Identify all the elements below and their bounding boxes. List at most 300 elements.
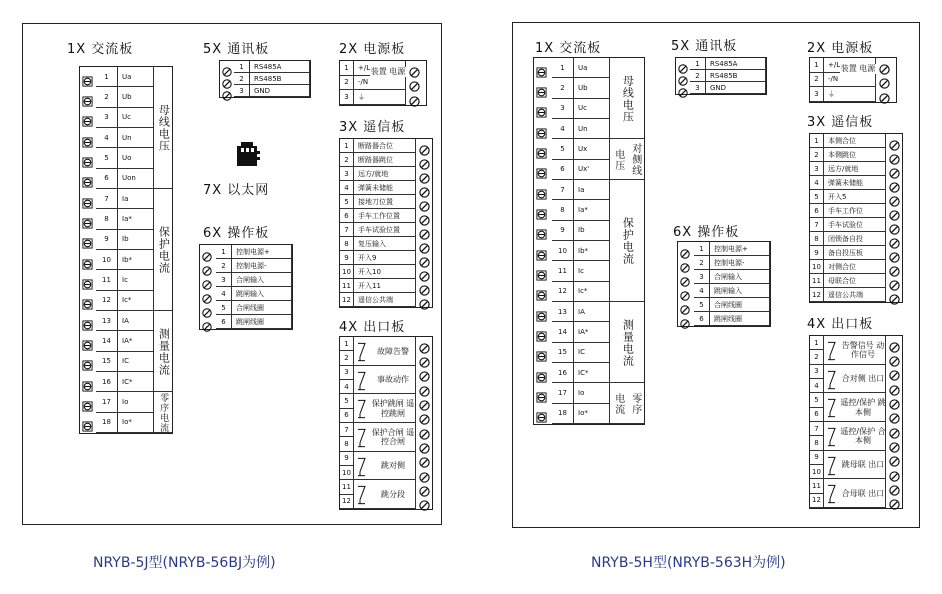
terminal-row — [810, 204, 902, 218]
relay-contact-cell — [824, 479, 886, 508]
terminal-number: 9 — [340, 251, 354, 265]
terminal-number: 7 — [810, 422, 824, 436]
terminal-label: 弹簧未储能 — [824, 176, 886, 190]
terminal-row — [676, 58, 766, 70]
power-label: 装置 电源 — [840, 64, 876, 73]
terminal-number: 6 — [340, 209, 354, 223]
terminal-number: 6 — [810, 408, 824, 422]
terminal-label: GND — [250, 85, 310, 97]
terminal-number: 11 — [810, 274, 824, 288]
terminal-number: 1 — [810, 58, 824, 73]
do-terminal-table — [339, 336, 433, 510]
group-label: 保护电流 — [621, 217, 635, 265]
terminal-screw-icon — [680, 314, 690, 333]
terminal-label: 遥信公共端 — [354, 293, 416, 307]
comm-board-title: 5X 通讯板 — [671, 39, 738, 54]
terminal-screw-icon — [536, 408, 547, 427]
terminal-label: ⏚ — [824, 87, 876, 102]
terminal-number: 7 — [340, 223, 354, 237]
terminal-number: 3 — [690, 82, 706, 94]
terminal-label: Ib — [118, 230, 154, 250]
relay-contact-icon — [826, 394, 840, 421]
terminal-number: 9 — [552, 221, 574, 241]
terminal-label: Ib* — [118, 250, 154, 270]
relay-contact-icon — [356, 395, 370, 422]
group-label: 零序 — [629, 392, 641, 415]
op-board-title: 6X 操作板 — [673, 225, 740, 240]
group-label: 母线电压 — [621, 74, 635, 123]
group-label: 保护电流 — [157, 226, 171, 274]
group-label: 测量电流 — [157, 327, 171, 376]
terminal-row — [810, 274, 902, 288]
terminal-label: IA* — [574, 322, 610, 342]
terminal-number: 12 — [96, 291, 118, 311]
relay-contact-cell — [824, 393, 886, 422]
terminal-number: 2 — [340, 153, 354, 167]
group-label: 对侧线 — [629, 143, 641, 177]
output-label: 保护跳闸 遥控跳闸 — [371, 399, 415, 418]
ac-board-title: 1X 交流板 — [67, 42, 134, 57]
terminal-label: 跳闸线圈 — [710, 312, 770, 326]
terminal-row — [220, 73, 310, 85]
terminal-number: 5 — [216, 301, 232, 315]
comm-terminal-table — [219, 60, 311, 98]
power-label: 装置 电源 — [370, 67, 406, 76]
terminal-label: IA — [574, 302, 610, 322]
left-panel — [22, 23, 442, 525]
right-caption: NRYB-5H型(NRYB-563H为例) — [591, 555, 786, 571]
terminal-number: 4 — [810, 176, 824, 190]
terminal-label: +/L — [354, 61, 406, 76]
terminal-number: 8 — [810, 232, 824, 246]
terminal-number: 5 — [96, 148, 118, 168]
terminal-number: 8 — [810, 436, 824, 450]
terminal-label: Ux' — [574, 160, 610, 180]
terminal-number: 9 — [96, 230, 118, 250]
terminal-label: 手车工作位 — [824, 204, 886, 218]
terminal-label: Io* — [574, 404, 610, 424]
terminal-number: 8 — [340, 437, 354, 451]
terminal-number: 4 — [340, 181, 354, 195]
terminal-screw-icon — [889, 495, 900, 514]
terminal-number: 5 — [340, 195, 354, 209]
terminal-row — [340, 139, 432, 153]
terminal-row — [200, 245, 292, 259]
output-label: 合对侧 出口 — [841, 374, 885, 384]
right-panel — [512, 22, 920, 528]
terminal-number: 5 — [810, 190, 824, 204]
terminal-number: 7 — [96, 189, 118, 209]
di-terminal-table — [809, 133, 903, 303]
terminal-row — [678, 298, 770, 312]
relay-contact-cell — [354, 337, 416, 366]
op-terminal-table — [199, 244, 293, 330]
power-terminal-table — [339, 60, 427, 106]
do-board-title: 4X 出口板 — [807, 317, 874, 332]
group-label: 电流 — [612, 392, 624, 415]
terminal-label: 闭锁备自投 — [824, 232, 886, 246]
terminal-number: 1 — [340, 61, 354, 76]
terminal-label: Ub — [574, 78, 610, 98]
terminal-label: 远方/就地 — [824, 162, 886, 176]
ac-board-title: 1X 交流板 — [535, 41, 602, 56]
terminal-number: 9 — [810, 246, 824, 260]
terminal-row — [810, 218, 902, 232]
relay-contact-cell — [824, 422, 886, 451]
terminal-label: RS485B — [250, 73, 310, 85]
terminal-number: 16 — [552, 363, 574, 383]
ac-terminal-table — [533, 57, 645, 425]
di-board-title: 3X 遥信板 — [807, 115, 874, 130]
terminal-row — [678, 312, 770, 326]
terminal-number: 12 — [340, 495, 354, 509]
terminal-label: 断路器跳位 — [354, 153, 416, 167]
relay-contact-icon — [826, 366, 840, 393]
terminal-label: Ia* — [118, 209, 154, 229]
terminal-number: 10 — [96, 250, 118, 270]
terminal-label: -/N — [354, 76, 406, 91]
relay-contact-cell — [354, 423, 416, 452]
terminal-number: 16 — [96, 372, 118, 392]
terminal-label: Ia* — [574, 200, 610, 220]
terminal-row — [340, 265, 432, 279]
terminal-number: 11 — [340, 480, 354, 494]
do-board-title: 4X 出口板 — [339, 320, 406, 335]
terminal-number: 4 — [96, 128, 118, 148]
terminal-number: 1 — [216, 245, 232, 259]
relay-contact-cell — [354, 394, 416, 423]
ethernet-title: 7X 以太网 — [203, 183, 270, 198]
relay-contact-cell — [824, 336, 886, 365]
terminal-row — [340, 279, 432, 293]
terminal-number: 3 — [810, 162, 824, 176]
terminal-label: 断路器合位 — [354, 139, 416, 153]
relay-contact-icon — [356, 424, 370, 451]
terminal-label: 跳闸线圈 — [232, 315, 292, 329]
output-label: 事故动作 — [377, 375, 409, 385]
di-terminal-table — [339, 138, 433, 308]
op-board-title: 6X 操作板 — [203, 226, 270, 241]
terminal-number: 6 — [694, 312, 710, 326]
terminal-label: Ic — [118, 270, 154, 290]
terminal-screw-icon — [678, 83, 688, 102]
power-board-title: 2X 电源板 — [807, 41, 874, 56]
terminal-row — [200, 315, 292, 329]
terminal-number: 3 — [234, 85, 250, 97]
relay-contact-icon — [356, 367, 370, 394]
terminal-label: 母联合位 — [824, 274, 886, 288]
terminal-label: 控制电源- — [710, 256, 770, 270]
terminal-number: 12 — [810, 494, 824, 508]
terminal-row — [340, 90, 426, 105]
terminal-number: 6 — [96, 169, 118, 189]
terminal-number: 8 — [96, 209, 118, 229]
terminal-row — [200, 259, 292, 273]
terminal-label: 本侧合位 — [824, 134, 886, 148]
output-label: 故障告警 — [377, 346, 409, 356]
terminal-label: IA* — [118, 331, 154, 351]
output-label: 保护合闸 遥控合闸 — [371, 427, 415, 447]
terminal-number: 6 — [216, 315, 232, 329]
terminal-label: 合闸输入 — [710, 270, 770, 284]
terminal-label: RS485A — [250, 61, 310, 73]
terminal-number: 3 — [96, 108, 118, 128]
terminal-screw-icon — [419, 295, 430, 314]
terminal-number: 1 — [234, 61, 250, 73]
relay-contact-icon — [826, 337, 840, 364]
group-label: 测量电流 — [621, 318, 635, 367]
terminal-label: Uc — [118, 108, 154, 128]
power-board-title: 2X 电源板 — [339, 42, 406, 57]
do-terminal-table — [809, 335, 903, 509]
terminal-row — [200, 301, 292, 315]
terminal-label: 合闸线圈 — [710, 298, 770, 312]
terminal-number: 7 — [340, 423, 354, 437]
terminal-number: 10 — [810, 260, 824, 274]
terminal-row — [810, 148, 902, 162]
terminal-row — [676, 82, 766, 94]
terminal-number: 3 — [552, 99, 574, 119]
terminal-screw-icon — [409, 92, 420, 111]
terminal-label: +/L — [824, 58, 876, 73]
ac-terminal-table — [79, 66, 173, 434]
terminal-row — [678, 270, 770, 284]
terminal-row — [678, 242, 770, 256]
terminal-number: 1 — [340, 139, 354, 153]
terminal-label: RS485A — [706, 58, 766, 70]
terminal-label: 跳闸输入 — [232, 287, 292, 301]
terminal-number: 4 — [552, 119, 574, 139]
terminal-number: 15 — [96, 352, 118, 372]
terminal-number: 2 — [234, 73, 250, 85]
terminal-label: ⏚ — [354, 90, 406, 105]
terminal-number: 3 — [810, 87, 824, 102]
terminal-label: Uon — [118, 169, 154, 189]
terminal-row — [340, 167, 432, 181]
terminal-row — [340, 181, 432, 195]
terminal-number: 10 — [340, 466, 354, 480]
terminal-number: 7 — [810, 218, 824, 232]
terminal-row — [340, 251, 432, 265]
terminal-label: 开入11 — [354, 279, 416, 293]
terminal-number: 2 — [690, 70, 706, 82]
terminal-label: 合闸输入 — [232, 273, 292, 287]
terminal-label: Io — [118, 392, 154, 412]
terminal-label: -/N — [824, 73, 876, 88]
terminal-number: 1 — [694, 242, 710, 256]
terminal-screw-icon — [202, 317, 212, 336]
terminal-number: 12 — [810, 288, 824, 302]
terminal-row — [810, 73, 896, 88]
terminal-label: Ux — [574, 139, 610, 159]
terminal-number: 3 — [340, 90, 354, 105]
terminal-label: 手车工作位置 — [354, 209, 416, 223]
relay-contact-cell — [354, 366, 416, 395]
terminal-number: 1 — [340, 337, 354, 351]
terminal-number: 8 — [552, 200, 574, 220]
terminal-row — [340, 237, 432, 251]
group-label: 母线电压 — [157, 104, 171, 152]
terminal-label: Ic* — [118, 291, 154, 311]
terminal-number: 11 — [810, 479, 824, 493]
terminal-screw-icon — [889, 290, 900, 309]
terminal-row — [340, 293, 432, 307]
output-label: 跳母联 出口 — [841, 460, 885, 470]
terminal-number: 10 — [340, 265, 354, 279]
terminal-number: 18 — [96, 413, 118, 433]
terminal-label: IC — [574, 343, 610, 363]
terminal-label: Uc — [574, 99, 610, 119]
terminal-number: 3 — [340, 366, 354, 380]
relay-contact-icon — [356, 338, 370, 365]
terminal-number: 4 — [216, 287, 232, 301]
terminal-number: 3 — [810, 365, 824, 379]
terminal-label: Ib* — [574, 241, 610, 261]
relay-contact-cell — [824, 451, 886, 480]
terminal-number: 4 — [810, 379, 824, 393]
terminal-number: 5 — [810, 393, 824, 407]
terminal-label: 开入9 — [354, 251, 416, 265]
terminal-label: 遥信公共端 — [824, 288, 886, 302]
terminal-label: Ic — [574, 261, 610, 281]
terminal-number: 1 — [690, 58, 706, 70]
terminal-label: Ua — [118, 67, 154, 87]
output-label: 合母联 出口 — [841, 488, 885, 498]
relay-contact-cell — [354, 480, 416, 509]
terminal-row — [678, 256, 770, 270]
terminal-label: 控制电源- — [232, 259, 292, 273]
terminal-number: 5 — [552, 139, 574, 159]
terminal-label: IA — [118, 311, 154, 331]
terminal-row — [676, 70, 766, 82]
terminal-row — [810, 246, 902, 260]
terminal-label: 开入5 — [824, 190, 886, 204]
terminal-label: Ia — [118, 189, 154, 209]
terminal-row — [810, 134, 902, 148]
terminal-screw-icon — [222, 86, 232, 105]
terminal-number: 2 — [340, 76, 354, 91]
power-terminal-table — [809, 57, 897, 103]
terminal-number: 10 — [552, 241, 574, 261]
terminal-number: 9 — [340, 452, 354, 466]
terminal-label: 备自投压板 — [824, 246, 886, 260]
terminal-label: RS485B — [706, 70, 766, 82]
terminal-row — [340, 153, 432, 167]
terminal-label: IC* — [118, 372, 154, 392]
terminal-number: 1 — [96, 67, 118, 87]
terminal-row — [810, 87, 896, 102]
relay-contact-icon — [356, 481, 370, 508]
left-caption: NRYB-5J型(NRYB-56BJ为例) — [93, 555, 276, 571]
terminal-row — [810, 260, 902, 274]
terminal-label: 弹簧未储能 — [354, 181, 416, 195]
terminal-label: IC — [118, 352, 154, 372]
terminal-number: 2 — [694, 256, 710, 270]
output-label: 跳对侧 — [381, 461, 405, 471]
terminal-number: 11 — [96, 270, 118, 290]
terminal-number: 11 — [340, 279, 354, 293]
output-label: 遥控/保护 跳本侧 — [840, 398, 886, 417]
terminal-number: 2 — [552, 78, 574, 98]
terminal-label: Ia — [574, 180, 610, 200]
terminal-number: 13 — [96, 311, 118, 331]
relay-contact-cell — [354, 452, 416, 481]
terminal-row — [810, 176, 902, 190]
terminal-label: Ib — [574, 221, 610, 241]
terminal-row — [220, 61, 310, 73]
terminal-row — [200, 287, 292, 301]
terminal-row — [340, 223, 432, 237]
terminal-number: 12 — [340, 293, 354, 307]
terminal-screw-icon — [419, 496, 430, 515]
relay-contact-icon — [826, 480, 840, 507]
terminal-label: Io* — [118, 413, 154, 433]
terminal-number: 2 — [216, 259, 232, 273]
terminal-label: Io — [574, 383, 610, 403]
terminal-number: 5 — [340, 394, 354, 408]
terminal-number: 6 — [810, 204, 824, 218]
terminal-number: 9 — [810, 451, 824, 465]
terminal-number: 7 — [552, 180, 574, 200]
terminal-number: 2 — [810, 350, 824, 364]
terminal-number: 2 — [340, 351, 354, 365]
terminal-row — [678, 284, 770, 298]
terminal-label: 控制电源+ — [232, 245, 292, 259]
terminal-number: 13 — [552, 302, 574, 322]
terminal-row — [810, 162, 902, 176]
terminal-number: 2 — [96, 87, 118, 107]
op-terminal-table — [677, 241, 771, 327]
relay-contact-icon — [356, 453, 370, 480]
relay-contact-cell — [824, 365, 886, 394]
terminal-number: 6 — [340, 409, 354, 423]
terminal-number: 1 — [810, 134, 824, 148]
terminal-label: GND — [706, 82, 766, 94]
terminal-number: 5 — [694, 298, 710, 312]
terminal-number: 18 — [552, 404, 574, 424]
terminal-number: 8 — [340, 237, 354, 251]
ethernet-port-icon — [235, 142, 261, 174]
terminal-number: 1 — [810, 336, 824, 350]
terminal-row — [220, 85, 310, 97]
terminal-row — [340, 76, 426, 91]
terminal-label: 手车试验位置 — [354, 223, 416, 237]
terminal-label: 合闸线圈 — [232, 301, 292, 315]
terminal-row — [340, 209, 432, 223]
terminal-row — [200, 273, 292, 287]
terminal-label: 控制电源+ — [710, 242, 770, 256]
terminal-number: 6 — [552, 160, 574, 180]
terminal-screw-icon — [82, 417, 93, 436]
terminal-number: 3 — [340, 167, 354, 181]
terminal-number: 14 — [552, 322, 574, 342]
terminal-row — [810, 288, 902, 302]
terminal-number: 2 — [810, 73, 824, 88]
terminal-row — [340, 195, 432, 209]
terminal-label: Un — [118, 128, 154, 148]
terminal-label: 开入10 — [354, 265, 416, 279]
terminal-label: 远方/就地 — [354, 167, 416, 181]
group-label: 电压 — [612, 148, 624, 171]
output-label: 跳分段 — [381, 489, 405, 499]
terminal-number: 14 — [96, 331, 118, 351]
terminal-number: 11 — [552, 261, 574, 281]
output-label: 遥控/保护 合本侧 — [840, 426, 886, 446]
terminal-label: 本侧跳位 — [824, 148, 886, 162]
comm-board-title: 5X 通讯板 — [203, 42, 270, 57]
terminal-label: 复压输入 — [354, 237, 416, 251]
output-label: 告警信号 动作信号 — [841, 340, 885, 360]
